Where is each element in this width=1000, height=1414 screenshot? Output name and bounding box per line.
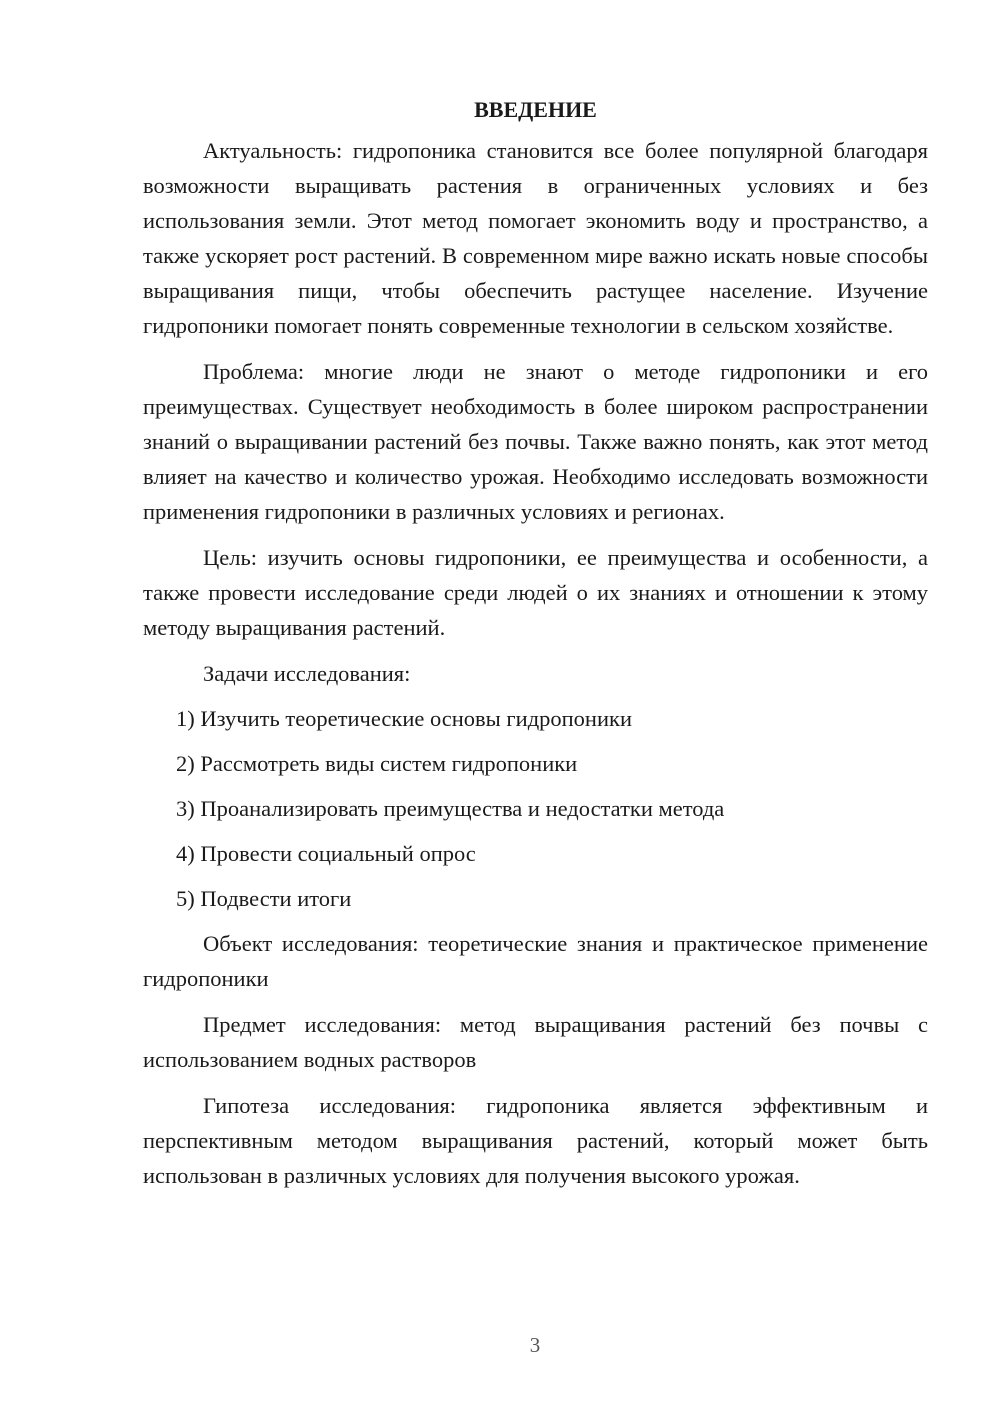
paragraph-subject: Предмет исследования: метод выращивания растений без почвы с использованием водных растворов: [143, 1012, 928, 1072]
list-item: 1) Изучить теоретические основы гидропоники: [176, 706, 632, 731]
paragraph-object: Объект исследования: теоретические знания и практическое применение гидропоники: [143, 931, 928, 991]
page-title: ВВЕДЕНИЕ: [474, 97, 597, 122]
document-page: [143, 92, 928, 1204]
paragraph-hypothesis: Гипотеза исследования: гидропоника является эффективным и перспективным методом выращивания растений, который может быть использован в различных условиях для получения высокого урожая.: [143, 1093, 928, 1188]
tasks-heading: Задачи исследования:: [203, 661, 411, 686]
paragraph-relevance: Актуальность: гидропоника становится все более популярной благодаря возможности выращивать растения в ограниченных условиях и без использования земли. Этот метод помогает экономить воду и пространство, а также ускоряет рост растений. В современном мире важно искать новые способы выращивания пищи, чтобы обеспечить растущее население. Изучение гидропоники помогает понять современные технологии в сельском хозяйстве.: [143, 138, 928, 338]
page-number: 3: [529, 1333, 541, 1357]
list-item: 4) Провести социальный опрос: [176, 841, 476, 866]
list-item: 5) Подвести итоги: [176, 886, 352, 911]
paragraph-goal: Цель: изучить основы гидропоники, ее преимущества и особенности, а также провести исследование среди людей о их знаниях и отношении к этому методу выращивания растений.: [143, 545, 928, 640]
list-item: 3) Проанализировать преимущества и недостатки метода: [176, 796, 725, 821]
list-item: 2) Рассмотреть виды систем гидропоники: [176, 751, 578, 776]
paragraph-problem: Проблема: многие люди не знают о методе гидропоники и его преимуществах. Существует необходимость в более широком распространении знаний о выращивании растений без почвы. Также важно понять, как этот метод влияет на качество и количество урожая. Необходимо исследовать возможности применения гидропоники в различных условиях и регионах.: [143, 359, 928, 524]
task-list: [143, 701, 928, 916]
